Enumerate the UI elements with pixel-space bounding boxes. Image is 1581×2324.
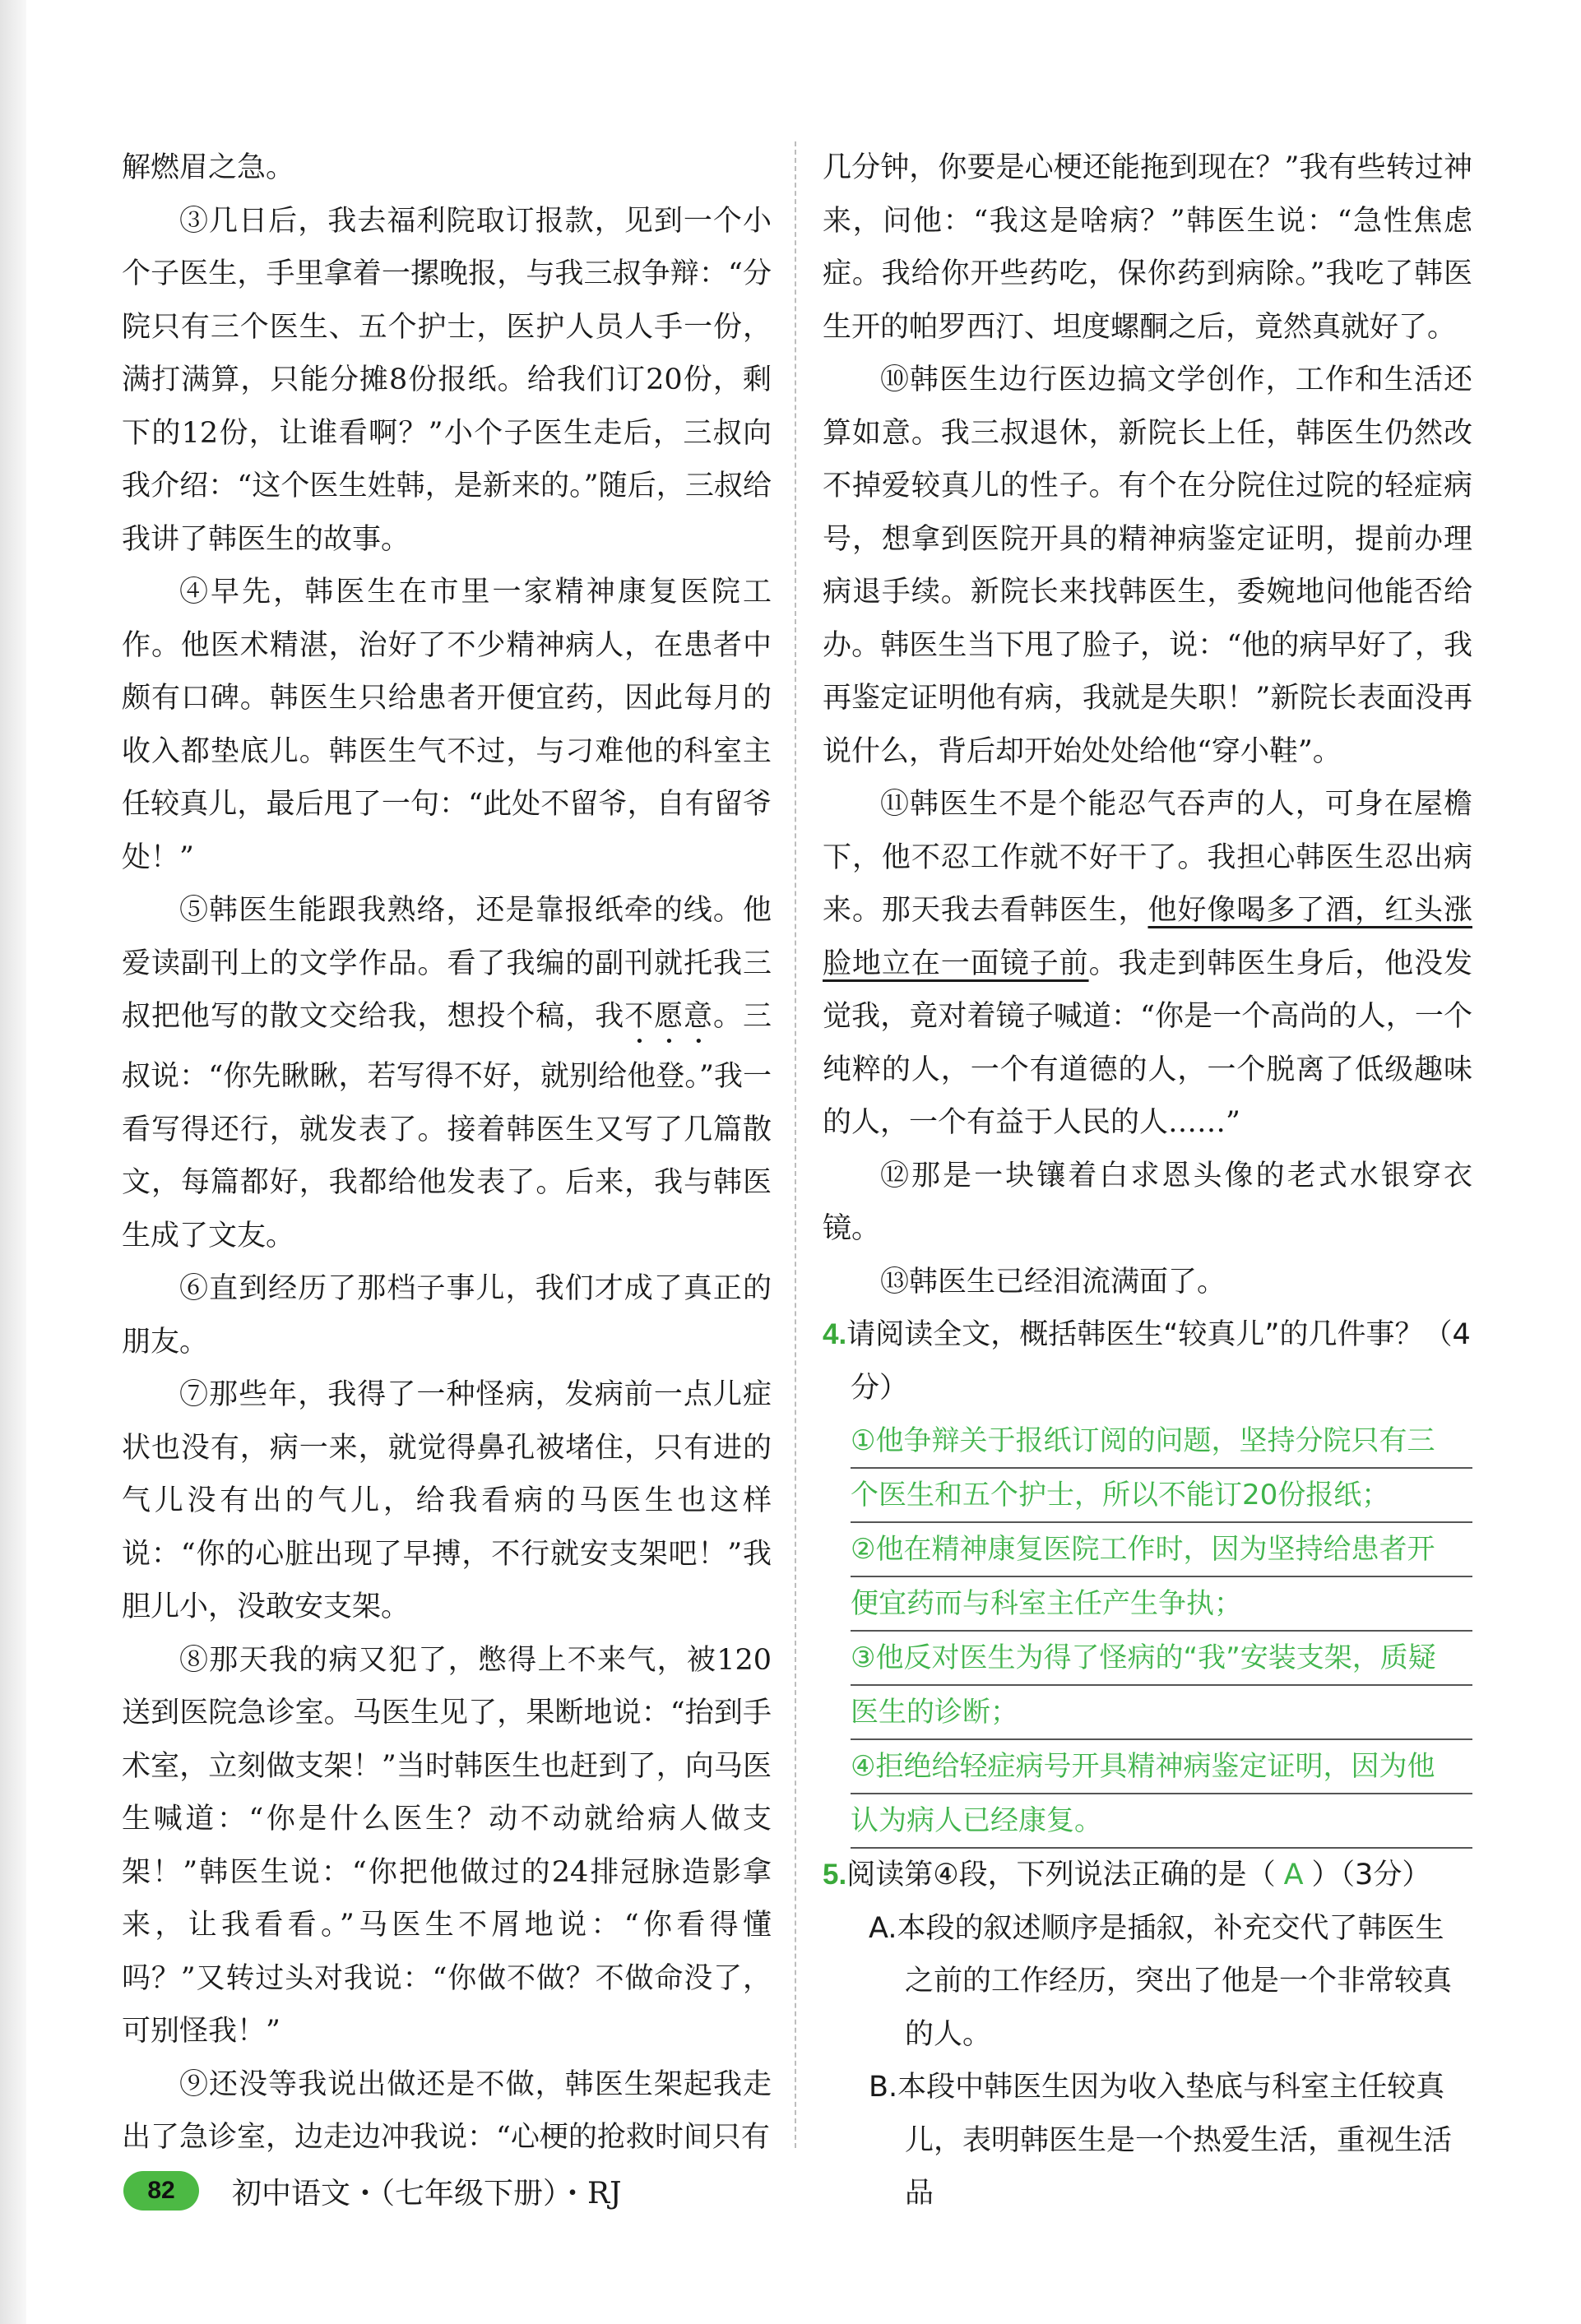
answer-line: 便宜药而与科室主任产生争执；	[851, 1577, 1472, 1632]
question-5-text-a: 阅读第④段，下列说法正确的是（	[846, 1859, 1276, 1891]
answer-line: 医生的诊断；	[851, 1686, 1472, 1740]
paragraph-11-text-a: ⑪韩医生不是个能忍气吞声的人，可身在屋檐下，他不忍工作就不好干了。我担心韩医生忍出病来。那天我去看韩医生，	[823, 788, 1472, 927]
answer-line: ②他在精神康复医院工作时，因为坚持给患者开	[851, 1523, 1472, 1577]
book-title: 初中语文・（七年级下册）・RJ	[232, 2176, 622, 2211]
question-5	[823, 1849, 1472, 2210]
paragraph-3: ③几日后，我去福利院取订报款，见到一个小个子医生，手里拿着一摞晚报，与我三叔争辩：“分院只有三个医生、五个护士，医护人员人手一份，满打满算，只能分摊8份报纸。给我们订20份，剩下的12份，让谁看啊？”小个子医生走后，三叔向我介绍：“这个医生姓韩，是新来的。”随后，三叔给我讲了韩医生的故事。	[122, 204, 772, 556]
question-4-number: 4.	[823, 1318, 847, 1350]
paragraph-9-end: 几分钟，你要是心梗还能拖到现在？”我有些转过神来，问他：“我这是啥病？”韩医生说：“急性焦虑症。我给你开些药吃，保你药到病除。”我吃了韩医生开的帕罗西汀、坦度螺酮之后，竟然真就好了。	[823, 151, 1472, 344]
paragraph-5-text-b: 。三叔说：“你先瞅瞅，若写得不好，就别给他登。”我一看写得还行，就发表了。接着韩医生又写了几篇散文，每篇都好，我都给他发表了。后来，我与韩医生成了文友。	[122, 1000, 772, 1252]
question-5-number: 5.	[823, 1859, 847, 1891]
question-4-answer	[823, 1414, 1472, 1849]
column-divider	[795, 141, 796, 2148]
paragraph-9-start: ⑨还没等我说出做还是不做，韩医生架起我走出了急诊室，边走边冲我说：“心梗的抢救时间只有	[122, 2067, 772, 2154]
right-column	[823, 141, 1472, 2210]
answer-line: 个医生和五个护士，所以不能订20份报纸；	[851, 1469, 1472, 1523]
answer-line: ③他反对医生为得了怪病的“我”安装支架，质疑	[851, 1632, 1472, 1686]
paragraph-10: ⑩韩医生边行医边搞文学创作，工作和生活还算如意。我三叔退休，新院长上任，韩医生仍然改不掉爱较真儿的性子。有个在分院住过院的轻症病号，想拿到医院开具的精神病鉴定证明，提前办理病退手续。新院长来找韩医生，委婉地问他能否给办。韩医生当下甩了脸子，说：“他的病早好了，我再鉴定证明他有病，我就是失职！”新院长表面没再说什么，背后却开始处处给他“穿小鞋”。	[823, 363, 1472, 768]
paragraph-12: ⑫那是一块镶着白求恩头像的老式水银穿衣镜。	[823, 1159, 1472, 1245]
option-a	[823, 1902, 1472, 2062]
paragraph-5-text-a: ⑤韩医生能跟我熟络，还是靠报纸牵的线。他爱读副刊上的文学作品。看了我编的副刊就托我三叔把他写的散文交给我，想投个稿，我	[122, 894, 772, 1033]
paragraph-8: ⑧那天我的病又犯了，憋得上不来气，被120送到医院急诊室。马医生见了，果断地说：“抬到手术室，立刻做支架！”当时韩医生也赶到了，向马医生喊道：“你是什么医生？动不动就给病人做支架！”韩医生说：“你把他做过的24排冠脉造影拿来，让我看看。”马医生不屑地说：“你看得懂吗？”又转过头对我说：“你做不做？不做命没了，可别怪我！”	[122, 1643, 772, 2048]
paragraph-2-end: 解燃眉之急。	[122, 151, 295, 184]
question-5-prompt	[823, 1849, 1472, 1902]
paragraph-11	[823, 778, 1472, 1150]
option-label: A.	[869, 1911, 897, 1945]
answer-line: ①他争辩关于报纸订阅的问题，坚持分院只有三	[851, 1414, 1472, 1469]
paragraph-4: ④早先，韩医生在市里一家精神康复医院工作。他医术精湛，治好了不少精神病人，在患者中颇有口碑。韩医生只给患者开便宜药，因此每月的收入都垫底儿。韩医生气不过，与刁难他的科室主任较真儿，最后甩了一句：“此处不留爷，自有留爷处！”	[122, 576, 772, 874]
page-edge-shadow	[0, 0, 26, 2324]
page-number-badge: 82	[123, 2171, 199, 2211]
option-b	[823, 2061, 1472, 2210]
answer-line: ④拒绝给轻症病号开具精神病鉴定证明，因为他	[851, 1740, 1472, 1794]
paragraph-11-text-b: 。我走到韩医生身后，他没发觉我，竟对着镜子喊道：“你是一个高尚的人，一个纯粹的人，一个有道德的人，一个脱离了低级趣味的人，一个有益于人民的人……”	[823, 947, 1472, 1139]
option-text: 本段中韩医生因为收入垫底与科室主任较真儿，表明韩医生是一个热爱生活，重视生活品	[897, 2071, 1453, 2210]
option-text: 本段的叙述顺序是插叙，补充交代了韩医生之前的工作经历，突出了他是一个非常较真的人。	[897, 1911, 1453, 2051]
option-label: B.	[869, 2071, 898, 2104]
left-column	[122, 141, 772, 2164]
paragraph-5-dotted-text: 不愿意	[624, 1000, 714, 1033]
question-4-text: 请阅读全文，概括韩医生“较真儿”的几件事？（4分）	[846, 1318, 1471, 1405]
question-4-prompt	[823, 1308, 1472, 1414]
paragraph-13: ⑬韩医生已经泪流满面了。	[880, 1265, 1226, 1299]
paragraph-11-underlined-text: 他好像喝多了酒，红头涨脸地立在一面镜子前	[823, 894, 1472, 980]
question-4	[823, 1308, 1472, 1849]
question-5-text-b: ）（3分）	[1311, 1859, 1431, 1891]
paragraph-7: ⑦那些年，我得了一种怪病，发病前一点儿症状也没有，病一来，就觉得鼻孔被堵住，只有进的气儿没有出的气儿，给我看病的马医生也这样说：“你的心脏出现了早搏，不行就安支架吧！”我胆儿小，没敢安支架。	[122, 1378, 772, 1623]
question-5-answer: A	[1283, 1859, 1304, 1891]
paragraph-6: ⑥直到经历了那档子事儿，我们才成了真正的朋友。	[122, 1272, 772, 1359]
page-footer	[123, 2166, 622, 2215]
answer-line: 认为病人已经康复。	[851, 1794, 1472, 1849]
paragraph-5	[122, 884, 772, 1262]
